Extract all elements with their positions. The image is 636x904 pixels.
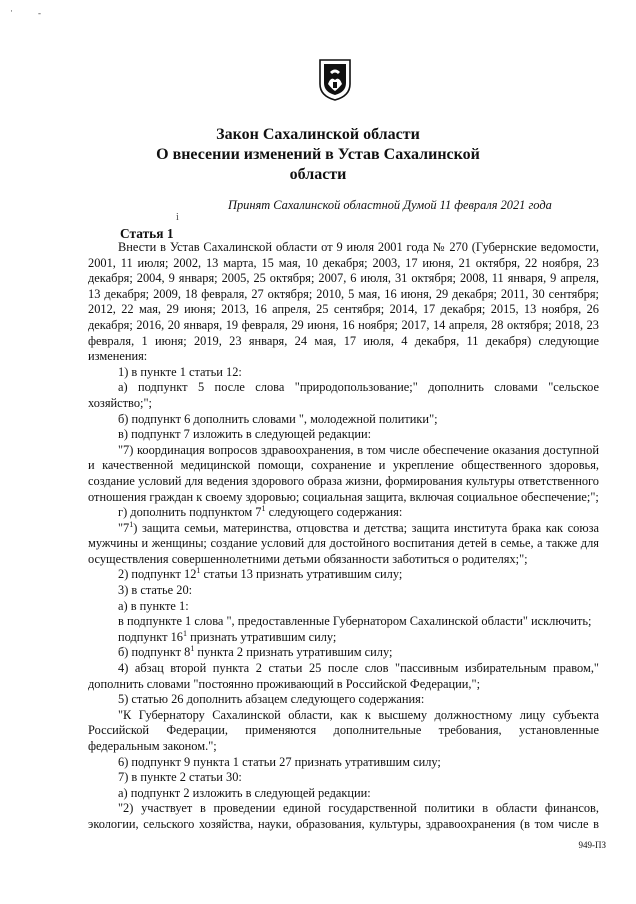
scan-mark: · bbox=[10, 6, 13, 16]
paragraph: 4) абзац второй пункта 2 статьи 25 после слов "пассивным избирательным правом," дополнить словами "постоянно проживающий в Российской Федерации,"; bbox=[88, 661, 599, 691]
paragraph: "2) участвует в проведении единой государственной политики в области финансов, экологии, сельского хозяйства, науки, образования, культуры, здравоохранения (в том числе в bbox=[88, 801, 599, 831]
paragraph: Внести в Устав Сахалинской области от 9 июля 2001 года № 270 (Губернские ведомости, 2001, 11 июля; 2002, 13 марта, 15 мая, 10 декабря; 2003, 17 июня, 21 октября, 22 ноября, 23 декабря; 2004, 9 января; 2005, 25 октября; 2007, 6 июля, 31 октября; 2008, 11 января, 9 апреля, 13 декабря; 2009, 18 февраля, 27 октября; 2010, 5 мая, 16 июня, 29 декабря; 2011, 30 сентября; 2012, 22 мая, 29 июня; 2013, 16 апреля, 25 сентября; 2014, 17 декабря; 2015, 13 ноября, 26 декабря; 2016, 20 января, 19 февраля, 29 июня, 16 ноября; 2017, 14 апреля, 28 октября; 2018, 23 февраля, 1 июня; 2019, 23 января, 24 мая, 17 июля, 4 декабря, 11 декабря) следующие изменения: bbox=[88, 240, 599, 364]
text: г) дополнить подпунктом 7 bbox=[118, 505, 262, 520]
paragraph bbox=[88, 505, 599, 521]
text: ) защита семьи, материнства, отцовства и детства; защита института брака как союза мужчины и женщины; создание условий для достойного воспитания детей в семье, а также для осуществления совершеннолетними детьми обязанности заботиться о родителях;"; bbox=[88, 520, 599, 566]
text: подпункт 16 bbox=[118, 629, 183, 644]
law-body bbox=[88, 240, 599, 833]
text: следующего содержания: bbox=[265, 505, 403, 520]
paragraph: а) в пункте 1: bbox=[118, 598, 189, 613]
text: 2) подпункт 12 bbox=[118, 567, 197, 582]
paragraph bbox=[88, 645, 599, 661]
text: пункта 2 признать утратившим силу; bbox=[194, 645, 393, 660]
superscript: 1 bbox=[129, 519, 134, 529]
paragraph: 6) подпункт 9 пункта 1 статьи 27 признать утратившим силу; bbox=[118, 754, 441, 769]
document-subtitle: О внесении изменений в Устав Сахалинской bbox=[156, 146, 480, 163]
document-code: 949-ПЗ bbox=[578, 840, 606, 850]
article-heading: Статья 1 bbox=[120, 226, 174, 241]
superscript: 1 bbox=[196, 566, 201, 576]
paragraph: "К Губернатору Сахалинской области, как к высшему должностному лицу субъекта Российской Федерации, применяются дополнительные требования, установленные федеральным законом."; bbox=[88, 707, 599, 753]
coat-of-arms-icon bbox=[318, 58, 352, 102]
adoption-note: Принят Сахалинской областной Думой 11 февраля 2021 года bbox=[228, 198, 552, 212]
paragraph bbox=[88, 630, 599, 646]
paragraph: 3) в статье 20: bbox=[118, 583, 193, 598]
text: статьи 13 признать утратившим силу; bbox=[200, 567, 403, 582]
paragraph bbox=[88, 567, 599, 583]
paragraph: а) подпункт 5 после слова "природопользование;" дополнить словами "сельское хозяйство;"; bbox=[88, 380, 599, 410]
paragraph: в подпункте 1 слова ", предоставленные Губернатором Сахалинской области" исключить; bbox=[118, 614, 592, 629]
paragraph: 7) в пункте 2 статьи 30: bbox=[118, 770, 242, 785]
paragraph: 1) в пункте 1 статьи 12: bbox=[118, 364, 242, 379]
text: признать утратившим силу; bbox=[187, 629, 337, 644]
document-subtitle-cont: области bbox=[289, 166, 347, 183]
paragraph bbox=[88, 521, 599, 568]
paragraph: а) подпункт 2 изложить в следующей редакции: bbox=[118, 785, 371, 800]
paragraph: "7) координация вопросов здравоохранения, в том числе обеспечение оказания доступной и качественной медицинской помощи, сохранение и укрепление общественного здоровья, создание условий для ведения здорового образа жизни, формирования культуры ответственного отношения граждан к своему здоровью; социальная защита, включая социальное обеспечение;"; bbox=[88, 442, 599, 504]
scan-mark: - bbox=[38, 8, 41, 18]
text: "7 bbox=[118, 520, 130, 535]
scan-mark: i bbox=[176, 212, 179, 223]
paragraph: в) подпункт 7 изложить в следующей редакции: bbox=[118, 427, 372, 442]
paragraph: б) подпункт 6 дополнить словами ", молодежной политики"; bbox=[118, 411, 438, 426]
superscript: 1 bbox=[190, 644, 195, 654]
paragraph: 5) статью 26 дополнить абзацем следующего содержания: bbox=[118, 692, 425, 707]
text: б) подпункт 8 bbox=[118, 645, 191, 660]
document-title: Закон Сахалинской области bbox=[216, 126, 420, 143]
superscript: 1 bbox=[183, 628, 187, 638]
superscript: 1 bbox=[261, 504, 266, 514]
